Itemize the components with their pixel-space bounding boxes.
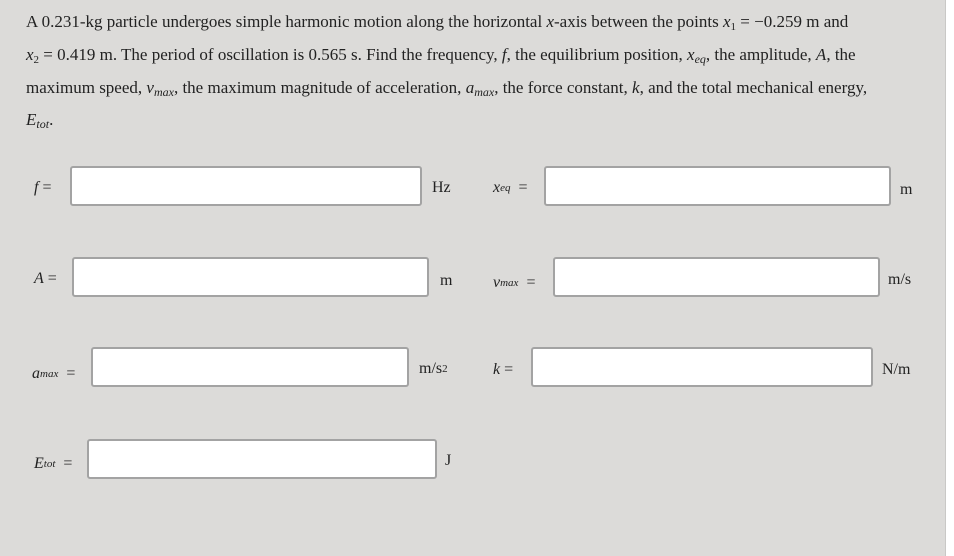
max-speed-unit: m/s [888,271,912,288]
question-part: = −0.259 m and [740,12,849,31]
question-symbol-f: f [501,45,507,64]
max-speed-label [493,261,535,305]
question-symbol-Etot: E [26,110,37,129]
question-part: , the maximum speed, [26,45,856,97]
label-subscript: eq [500,182,511,194]
label-subscript: max [40,368,59,380]
label-equals: = [47,270,57,287]
force-constant-unit: N/m [882,361,911,378]
question-subscript: 2 [33,54,40,66]
question-part: . [49,110,54,129]
question-text [26,8,926,138]
total-energy-label [34,442,72,486]
max-acceleration-label [32,352,75,396]
label-equals: = [42,179,52,196]
total-energy-input[interactable] [87,439,437,479]
question-symbol-x2: x [26,45,34,64]
question-subscript: eq [694,52,706,66]
label-symbol: k [493,361,501,378]
label-symbol: A [34,270,44,287]
label-equals: = [66,365,76,382]
label-symbol: E [34,455,44,472]
max-acceleration-input[interactable] [91,347,409,387]
equilibrium-position-input[interactable] [544,166,891,206]
label-symbol: v [493,274,501,291]
label-equals: = [63,455,73,472]
label-symbol: x [493,179,501,196]
question-symbol-vmax: v [146,78,154,97]
question-part: , the equilibrium position, [506,45,683,64]
label-subscript: tot [43,458,56,470]
label-subscript: max [500,277,519,289]
label-symbol: a [32,365,40,382]
amplitude-label [34,257,57,301]
frequency-unit: Hz [432,179,451,196]
label-equals: = [518,179,528,196]
question-subscript: max [153,85,174,99]
question-part: = 0.419 m. The period of oscillation is 0.565 s. Find the frequency, [43,45,498,64]
label-equals: = [526,274,536,291]
label-equals: = [504,361,514,378]
question-symbol-A: A [815,45,827,64]
question-symbol-x1: x [723,12,731,31]
question-part: , and the total mechanical energy, [639,78,868,97]
equilibrium-position-label [493,166,528,210]
question-subscript: tot [36,117,50,131]
equilibrium-position-unit: m [900,181,913,198]
max-acceleration-unit [419,347,448,391]
frequency-input[interactable] [70,166,422,206]
question-symbol-k: k [632,78,640,97]
question-subscript: max [474,85,495,99]
label-symbol: f [34,179,39,196]
amplitude-input[interactable] [72,257,429,297]
total-energy-unit: J [445,452,452,469]
question-part: -axis between the points [553,12,719,31]
frequency-label [34,166,51,210]
max-speed-input[interactable] [553,257,880,297]
question-part: , the maximum magnitude of acceleration, [173,78,462,97]
unit-exponent: 2 [442,363,448,375]
force-constant-input[interactable] [531,347,873,387]
question-symbol-amax: a [465,78,475,97]
question-part: , the amplitude, [705,45,812,64]
question-symbol-x: x [546,12,554,31]
amplitude-unit: m [440,272,453,289]
force-constant-label [493,348,513,392]
question-symbol-xeq: x [687,45,695,64]
question-part: A 0.231-kg particle undergoes simple harmonic motion along the horizontal [26,12,543,31]
question-subscript: 1 [730,21,737,33]
question-part: , the force constant, [494,78,628,97]
unit-text: m/s [419,360,443,377]
